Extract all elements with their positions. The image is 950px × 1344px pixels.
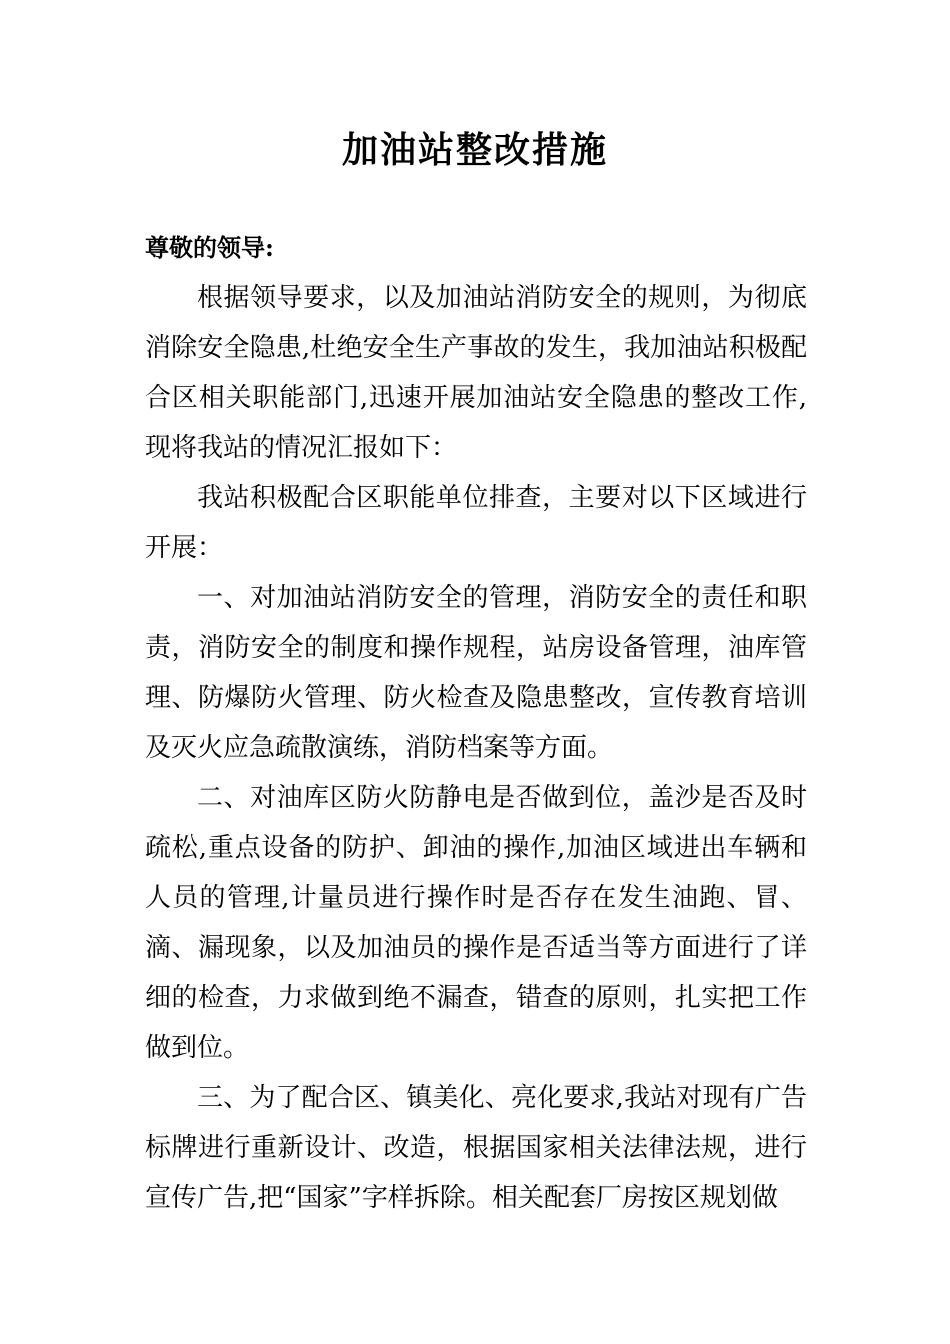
document-title: 加油站整改措施 <box>341 129 608 171</box>
salutation: 尊敬的领导: <box>145 233 274 262</box>
paragraph-item-1: 一、对加油站消防安全的管理，消防安全的责任和职责，消防安全的制度和操作规程，站房设备管理，油库管理、防爆防火管理、防火检查及隐患整改，宣传教育培训及灭火应急疏散演练，消防档案等方面。 <box>145 583 807 763</box>
paragraph-item-3: 三、为了配合区、镇美化、亮化要求,我站对现有广告标牌进行重新设计、改造，根据国家相关法律法规，进行宣传广告,把“国家”字样拆除。相关配套厂房按区规划做 <box>145 1083 807 1213</box>
paragraph-item-2: 二、对油库区防火防静电是否做到位，盖沙是否及时疏松,重点设备的防护、卸油的操作,加油区域进出车辆和人员的管理,计量员进行操作时是否存在发生油跑、冒、滴、漏现象，以及加油员的操作是否适当等方面进行了详细的检查，力求做到绝不漏查，错查的原则，扎实把工作做到位。 <box>145 783 807 1063</box>
document-body <box>145 223 807 1223</box>
paragraph-scope: 我站积极配合区职能单位排查，主要对以下区域进行开展： <box>145 483 807 563</box>
paragraph-intro: 根据领导要求，以及加油站消防安全的规则，为彻底消除安全隐患,杜绝安全生产事故的发生，我加油站积极配合区相关职能部门,迅速开展加油站安全隐患的整改工作,现将我站的情况汇报如下： <box>145 283 807 463</box>
